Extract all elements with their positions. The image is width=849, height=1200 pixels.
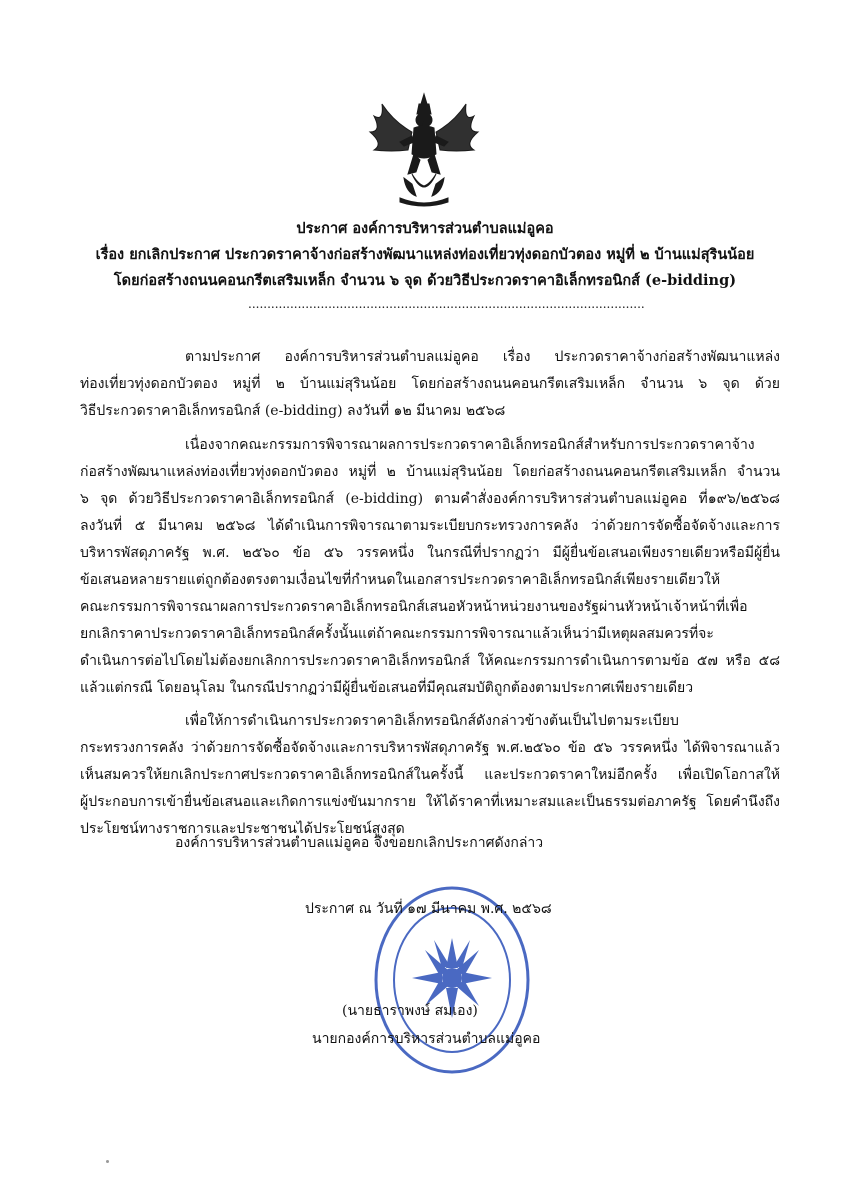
paragraph-line: ลงวันที่ ๕ มีนาคม ๒๕๖๘ ได้ดำเนินการพิจารณาตามระเบียบกระทรวงการคลัง ว่าด้วยการจัดซื้อจัดจ้างและการ <box>80 518 780 534</box>
signatory-name: (นายธาราพงษ์ สมเอง) <box>342 1003 478 1019</box>
closing-line: องค์การบริหารส่วนตำบลแม่อูคอ จึงขอยกเลิกประกาศดังกล่าว <box>175 835 544 851</box>
paragraph-line: ยกเลิกราคาประกวดราคาอิเล็กทรอนิกส์ครั้งนั้นแต่ถ้าคณะกรรมการพิจารณาแล้วเห็นว่ามีเหตุผลสมควรที่จะ <box>80 626 714 642</box>
paragraph-line: วิธีประกวดราคาอิเล็กทรอนิกส์ (e-bidding) ลงวันที่ ๑๒ มีนาคม ๒๕๖๘ <box>80 403 506 419</box>
paragraph-line: แล้วแต่กรณี โดยอนุโลม ในกรณีปรากฏว่ามีผู้ยื่นข้อเสนอที่มีคุณสมบัติถูกต้องตามประกาศเพียงรายเดียว <box>80 680 694 696</box>
paragraph-line: ๖ จุด ด้วยวิธีประกวดราคาอิเล็กทรอนิกส์ (e-bidding) ตามคำสั่งองค์การบริหารส่วนตำบลแม่อูคอ ที่๑๙๖/๒๕๖๘ <box>80 491 780 507</box>
paragraph-line: ดำเนินการต่อไปโดยไม่ต้องยกเลิกการประกวดราคาอิเล็กทรอนิกส์ ให้คณะกรรมการดำเนินการตามข้อ ๕๗ หรือ ๕๘ <box>80 653 780 669</box>
paragraph-line: เห็นสมควรให้ยกเลิกประกาศประกวดราคาอิเล็กทรอนิกส์ในครั้งนี้ และประกวดราคาใหม่อีกครั้ง เพื่อเปิดโอกาสให้ <box>80 767 780 783</box>
subject-line-continued: โดยก่อสร้างถนนคอนกรีตเสริมเหล็ก จำนวน ๖ จุด ด้วยวิธีประกวดราคาอิเล็กทรอนิกส์ (e-bidding) <box>113 272 737 289</box>
paragraph-line: ท่องเที่ยวทุ่งดอกบัวตอง หมู่ที่ ๒ บ้านแม่สุรินน้อย โดยก่อสร้างถนนคอนกรีตเสริมเหล็ก จำนวน ๖ จุด ด้วย <box>80 376 780 392</box>
paragraph-line: เพื่อให้การดำเนินการประกวดราคาอิเล็กทรอนิกส์ดังกล่าวข้างต้นเป็นไปตามระเบียบ <box>185 713 679 729</box>
announcement-date: ประกาศ ณ วันที่ ๑๗ มีนาคม พ.ศ. ๒๕๖๘ <box>305 901 552 917</box>
paragraph-line: ข้อเสนอหลายรายแต่ถูกต้องตรงตามเงื่อนไขที่กำหนดในเอกสารประกวดราคาอิเล็กทรอนิกส์เพียงรายเดียวให้ <box>80 572 721 588</box>
speck <box>106 1160 109 1163</box>
paragraph-line: ประโยชน์ทางราชการและประชาชนได้ประโยชน์สูงสุด <box>80 821 405 837</box>
separator-dots: ........................................................................................................ <box>248 297 645 311</box>
paragraph-line: กระทรวงการคลัง ว่าด้วยการจัดซื้อจัดจ้างและการบริหารพัสดุภาครัฐ พ.ศ.๒๕๖๐ ข้อ ๕๖ วรรคหนึ่ง ได้พิจารณาแล้ว <box>80 740 780 756</box>
paragraph-line: ตามประกาศ องค์การบริหารส่วนตำบลแม่อูคอ เรื่อง ประกวดราคาจ้างก่อสร้างพัฒนาแหล่ง <box>185 349 780 365</box>
paragraph-line: ก่อสร้างพัฒนาแหล่งท่องเที่ยวทุ่งดอกบัวตอง หมู่ที่ ๒ บ้านแม่สุรินน้อย โดยก่อสร้างถนนคอนกรีตเสริมเหล็ก จำนวน <box>80 464 780 480</box>
garuda-emblem-icon <box>364 92 484 207</box>
signatory-position: นายกองค์การบริหารส่วนตำบลแม่อูคอ <box>312 1031 541 1047</box>
paragraph-line: คณะกรรมการพิจารณาผลการประกวดราคาอิเล็กทรอนิกส์เสนอหัวหน้าหน่วยงานของรัฐผ่านหัวหน้าเจ้าหน้าที่เพื่อ <box>80 599 748 615</box>
paragraph-line: บริหารพัสดุภาครัฐ พ.ศ. ๒๕๖๐ ข้อ ๕๖ วรรคหนึ่ง ในกรณีที่ปรากฏว่า มีผู้ยื่นข้อเสนอเพียงรายเดียวหรือมีผู้ยื่น <box>80 545 780 561</box>
paragraph-line: ผู้ประกอบการเข้ายื่นข้อเสนอและเกิดการแข่งขันมากราย ให้ได้ราคาที่เหมาะสมและเป็นธรรมต่อภาครัฐ โดยคำนึงถึง <box>80 794 780 810</box>
paragraph-line: เนื่องจากคณะกรรมการพิจารณาผลการประกวดราคาอิเล็กทรอนิกส์สำหรับการประกวดราคาจ้าง <box>185 437 755 453</box>
subject-line: เรื่อง ยกเลิกประกาศ ประกวดราคาจ้างก่อสร้างพัฒนาแหล่งท่องเที่ยวทุ่งดอกบัวตอง หมู่ที่ ๒ บ้านแม่สุรินน้อย <box>95 246 755 263</box>
announcement-title: ประกาศ องค์การบริหารส่วนตำบลแม่อูคอ <box>296 220 554 237</box>
